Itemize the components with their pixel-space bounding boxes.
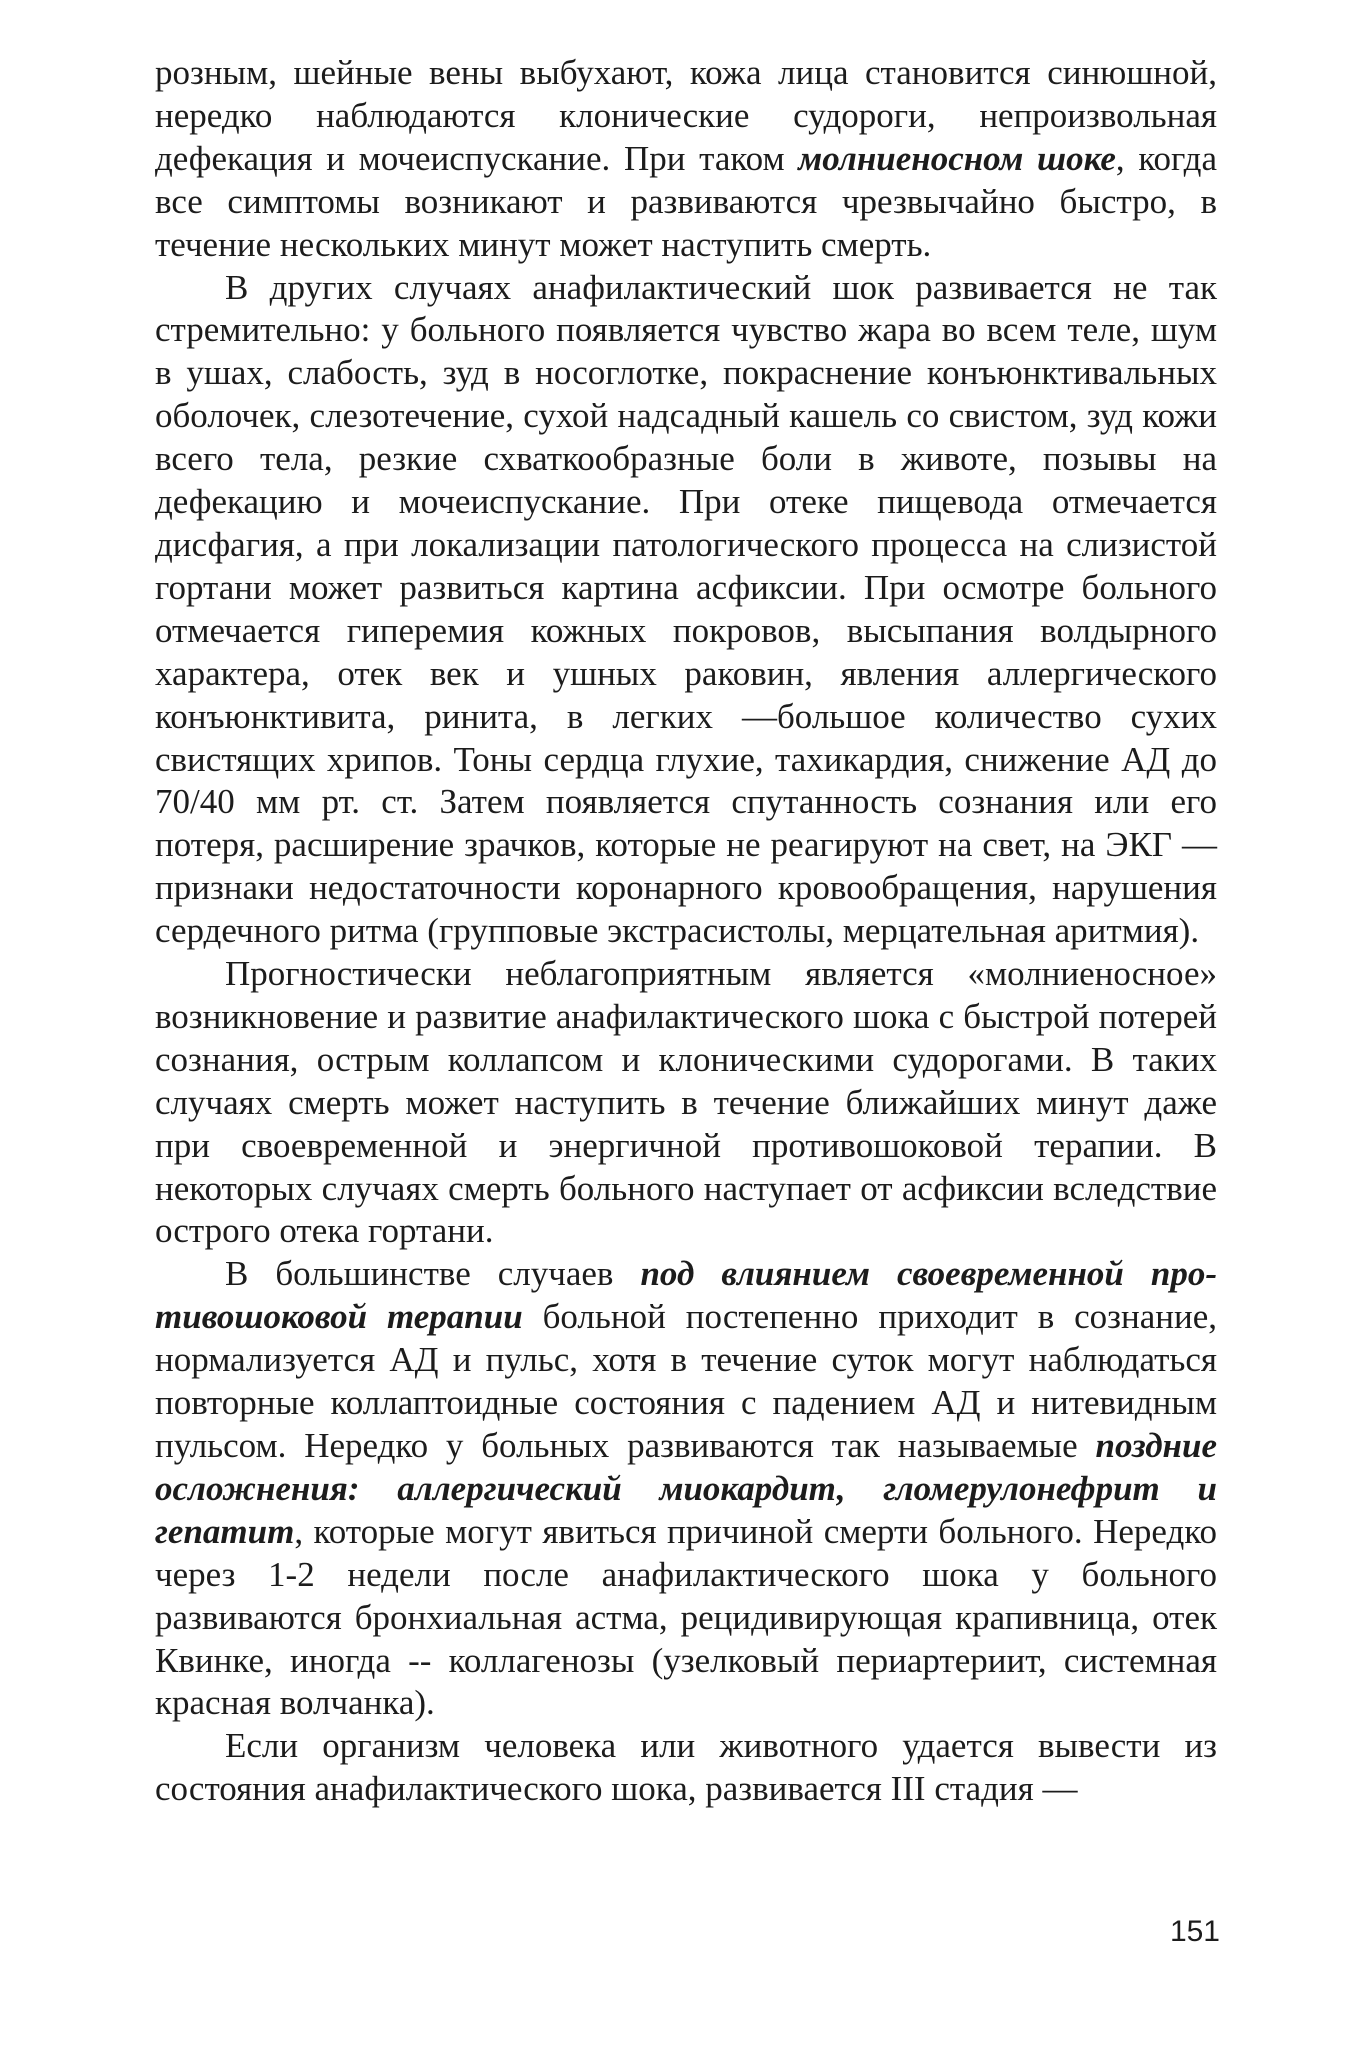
paragraph-4-text-a: В большинстве случаев	[225, 1254, 641, 1294]
paragraph-1	[155, 52, 1217, 267]
page-number: 151	[1169, 1915, 1220, 1948]
page-body	[155, 52, 1217, 1811]
paragraph-1-text-a: розным, шейные вены выбухают, кожа лица становится синюшной, нередко наблюдаются клонические судороги, непроизвольная дефекация и мочеиспускание. При таком	[155, 53, 1217, 178]
paragraph-1-text-b: , когда все симптомы возникают и развиваются чрезвычайно быстро, в течение нескольких минут может наступить смерть.	[155, 138, 1217, 264]
paragraph-3: Прогностически неблагоприятным является «молниеносное» возникновение и развитие анафилактического шока с быстрой потерей сознания, острым коллапсом и клоническими судорогами. В таких случаях смерть может наступить в течение ближайших минут даже при своевременной и энергичной противошоковой терапии. В некоторых случаях смерть больного наступает от асфиксии вследствие острого отека гортани.	[155, 954, 1217, 1251]
emphasis-antishock-therapy: под влиянием своевременной противошоковой терапии	[155, 1254, 1217, 1337]
emphasis-late-complications: поздние осложнения: аллергический миокардит, гломерулонефрит и гепатит	[155, 1426, 1217, 1551]
paragraph-4-text-c: , которые могут явиться причиной смерти больного. Нередко через 1-2 недели после анафилактического шока у больного развиваются бронхиальная астма, рецидивирующая крапивница, отек Квинке, иногда -- коллагенозы (узелковый периартериит, системная красная волчанка).	[155, 1511, 1217, 1723]
paragraph-5: Если организм человека или животного удается вывести из состояния анафилактического шока, развивается III стадия —	[155, 1726, 1217, 1809]
paragraph-4	[155, 1253, 1217, 1725]
emphasis-lightning-shock: молниеносном шоке	[798, 138, 1116, 178]
paragraph-4-text-b: больной постепенно приходит в сознание, нормализуется АД и пульс, хотя в течение суток могут наблюдаться повторные коллаптоидные состояния с падением АД и нитевидным пульсом. Нередко у больных развиваются так называемые	[155, 1297, 1217, 1465]
paragraph-2: В других случаях анафилактический шок развивается не так стремительно: у больного появляется чувство жара во всем теле, шум в ушах, слабость, зуд в носоглотке, покраснение конъюнктивальных оболочек, слезотечение, сухой надсадный кашель со свистом, зуд кожи всего тела, резкие схваткообразные боли в животе, позывы на дефекацию и мочеиспускание. При отеке пищевода отмечается дисфагия, а при локализации патологического процесса на слизистой гортани может развиться картина асфиксии. При осмотре больного отмечается гиперемия кожных покровов, высыпания волдырного характера, отек век и ушных раковин, явления аллергического конъюнктивита, ринита, в легких —большое количество сухих свистящих хрипов. Тоны сердца глухие, тахикардия, снижение АД до 70/40 мм рт. ст. Затем появляется спутанность сознания или его потеря, расширение зрачков, которые не реагируют на свет, на ЭКГ —признаки недостаточности коронарного кровообращения, нарушения сердечного ритма (групповые экстрасистолы, мерцательная аритмия).	[155, 267, 1217, 951]
